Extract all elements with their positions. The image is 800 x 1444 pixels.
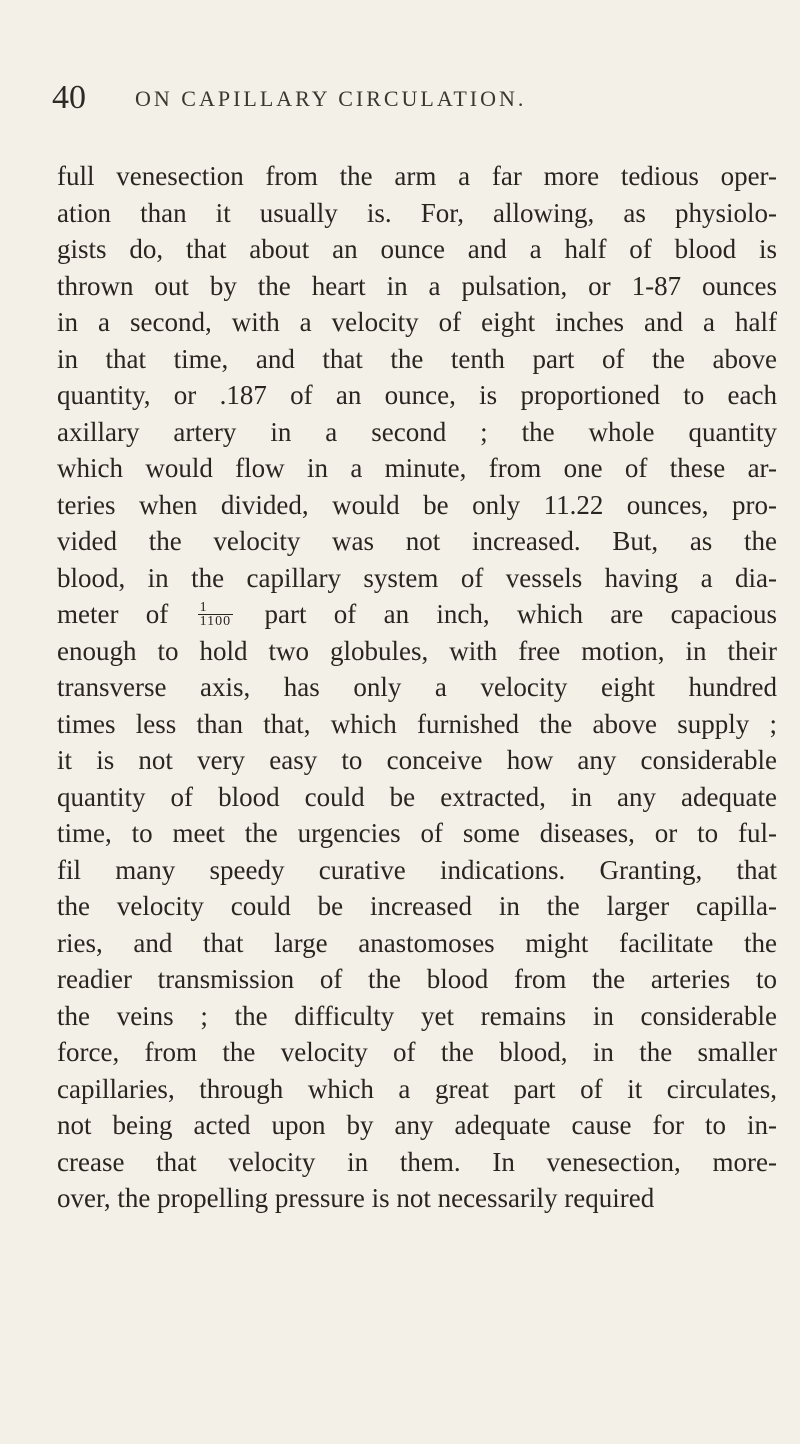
text-line: teries when divided, would be only 11.22 ounces, pro- [57, 489, 777, 520]
text-line: capillaries, through which a great part of it circulates, [57, 1073, 777, 1104]
text-line: ries, and that large anastomoses might facilitate the [57, 927, 777, 958]
text-line: vided the velocity was not increased. But, as the [57, 526, 777, 556]
fraction [198, 601, 233, 628]
text-line: crease that velocity in them. In venesection, more- [57, 1146, 777, 1177]
fraction-numerator: 1 [198, 601, 233, 615]
fraction-line-before: meter of [57, 599, 169, 629]
text-line: quantity of blood could be extracted, in any adequate [57, 781, 777, 812]
text-line: it is not very easy to conceive how any considerable [57, 745, 777, 775]
text-line: enough to hold two globules, with free motion, in their [57, 635, 777, 666]
fraction-line-after: part of an inch, which are capacious [264, 599, 778, 629]
page-header [0, 78, 800, 118]
text-line: over, the propelling pressure is not necessarily required [57, 1183, 655, 1213]
page-number: 40 [52, 79, 86, 116]
text-line: in a second, with a velocity of eight inches and a half [57, 307, 777, 337]
running-head: ON CAPILLARY CIRCULATION. [135, 86, 527, 111]
fraction-denominator: 1100 [199, 614, 232, 630]
body-text [57, 158, 777, 1217]
text-line: transverse axis, has only a velocity eight hundred [57, 672, 777, 702]
text-line: readier transmission of the blood from the arteries to [57, 964, 777, 994]
text-line: in that time, and that the tenth part of the above [57, 343, 777, 374]
text-line: ation than it usually is. For, allowing, as physiolo- [57, 197, 777, 228]
text-line-with-fraction [57, 596, 777, 633]
text-line: time, to meet the urgencies of some diseases, or to ful- [57, 818, 777, 848]
text-line: the velocity could be increased in the larger capilla- [57, 891, 777, 921]
text-line: force, from the velocity of the blood, in the smaller [57, 1037, 777, 1067]
text-line: not being acted upon by any adequate cause for to in- [57, 1110, 777, 1140]
text-line: fil many speedy curative indications. Granting, that [57, 854, 777, 885]
text-line: quantity, or .187 of an ounce, is proportioned to each [57, 380, 777, 410]
text-line: axillary artery in a second ; the whole quantity [57, 416, 777, 447]
text-line: full venesection from the arm a far more tedious oper- [57, 161, 777, 191]
text-line: which would flow in a minute, from one of these ar- [57, 453, 777, 483]
text-line: gists do, that about an ounce and a half of blood is [57, 234, 777, 264]
text-line: the veins ; the difficulty yet remains in considerable [57, 1000, 777, 1031]
text-line: blood, in the capillary system of vessels having a dia- [57, 562, 777, 593]
text-line: times less than that, which furnished the above supply ; [57, 708, 777, 739]
text-line: thrown out by the heart in a pulsation, or 1-87 ounces [57, 270, 777, 301]
